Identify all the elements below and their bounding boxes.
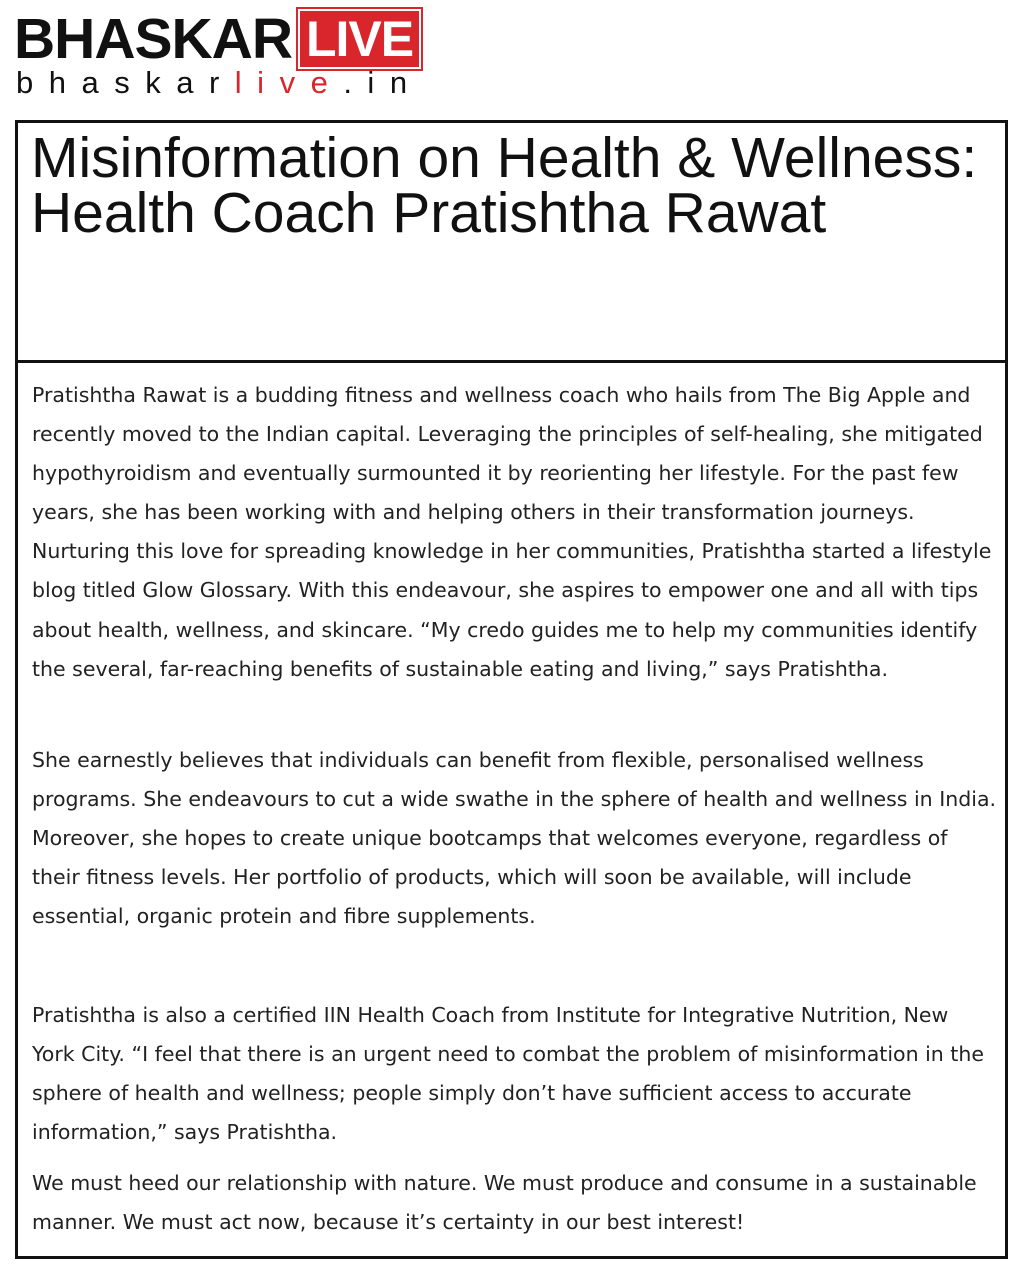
article-title-box (18, 123, 1005, 363)
logo-domain-suffix: .in (343, 65, 423, 100)
article-paragraph-1: Pratishtha Rawat is a budding fitness and wellness coach who hails from The Big Apple and recently moved to the Indian capital. Leveraging the principles of self-healing, she mitigated hypothyroidism and eventually surmounted it by reorienting her lifestyle. For the past few years, she has been working with and helping others in their transformation journeys. Nurturing this love for spreading knowledge in her communities, Pratishtha started a lifestyle blog titled Glow Glossary. With this endeavour, she aspires to empower one and all with tips about health, wellness, and skincare. “My credo guides me to help my communities identify the several, far-reaching benefits of sustainable eating and living,” says Pratishtha. (32, 383, 992, 681)
article-paragraph-2: She earnestly believes that individuals can benefit from flexible, personalised wellness programs. She endeavours to cut a wide swathe in the sphere of health and wellness in India. Moreover, she hopes to create unique bootcamps that welcomes everyone, regardless of their fitness levels. Her portfolio of products, which will soon be available, will include essential, organic protein and fibre supplements. (32, 748, 997, 929)
logo-live-badge (298, 9, 421, 69)
article-paragraph-4: We must heed our relationship with nature. We must produce and consume in a sustainable manner. We must act now, because it’s certainty in our best interest! (32, 1171, 977, 1235)
article-card (15, 120, 1008, 1259)
article-title: Misinformation on Health & Wellness: Health Coach Pratishtha Rawat (31, 126, 978, 245)
site-logo[interactable] (14, 6, 444, 98)
logo-domain-prefix: bhaskar (16, 65, 235, 100)
article-paragraph-3: Pratishtha is also a certified IIN Health Coach from Institute for Integrative Nutrition, New York City. “I feel that there is an urgent need to combat the problem of misinformation in the sphere of health and wellness; people simply don’t have sufficient access to accurate information,” says Pratishtha. (32, 1003, 984, 1145)
logo-domain (16, 66, 423, 100)
logo-brand-text: BHASKAR (14, 7, 292, 71)
logo-domain-accent: live (234, 65, 344, 100)
logo-live-text: LIVE (306, 11, 414, 67)
logo-wordmark (14, 8, 421, 70)
